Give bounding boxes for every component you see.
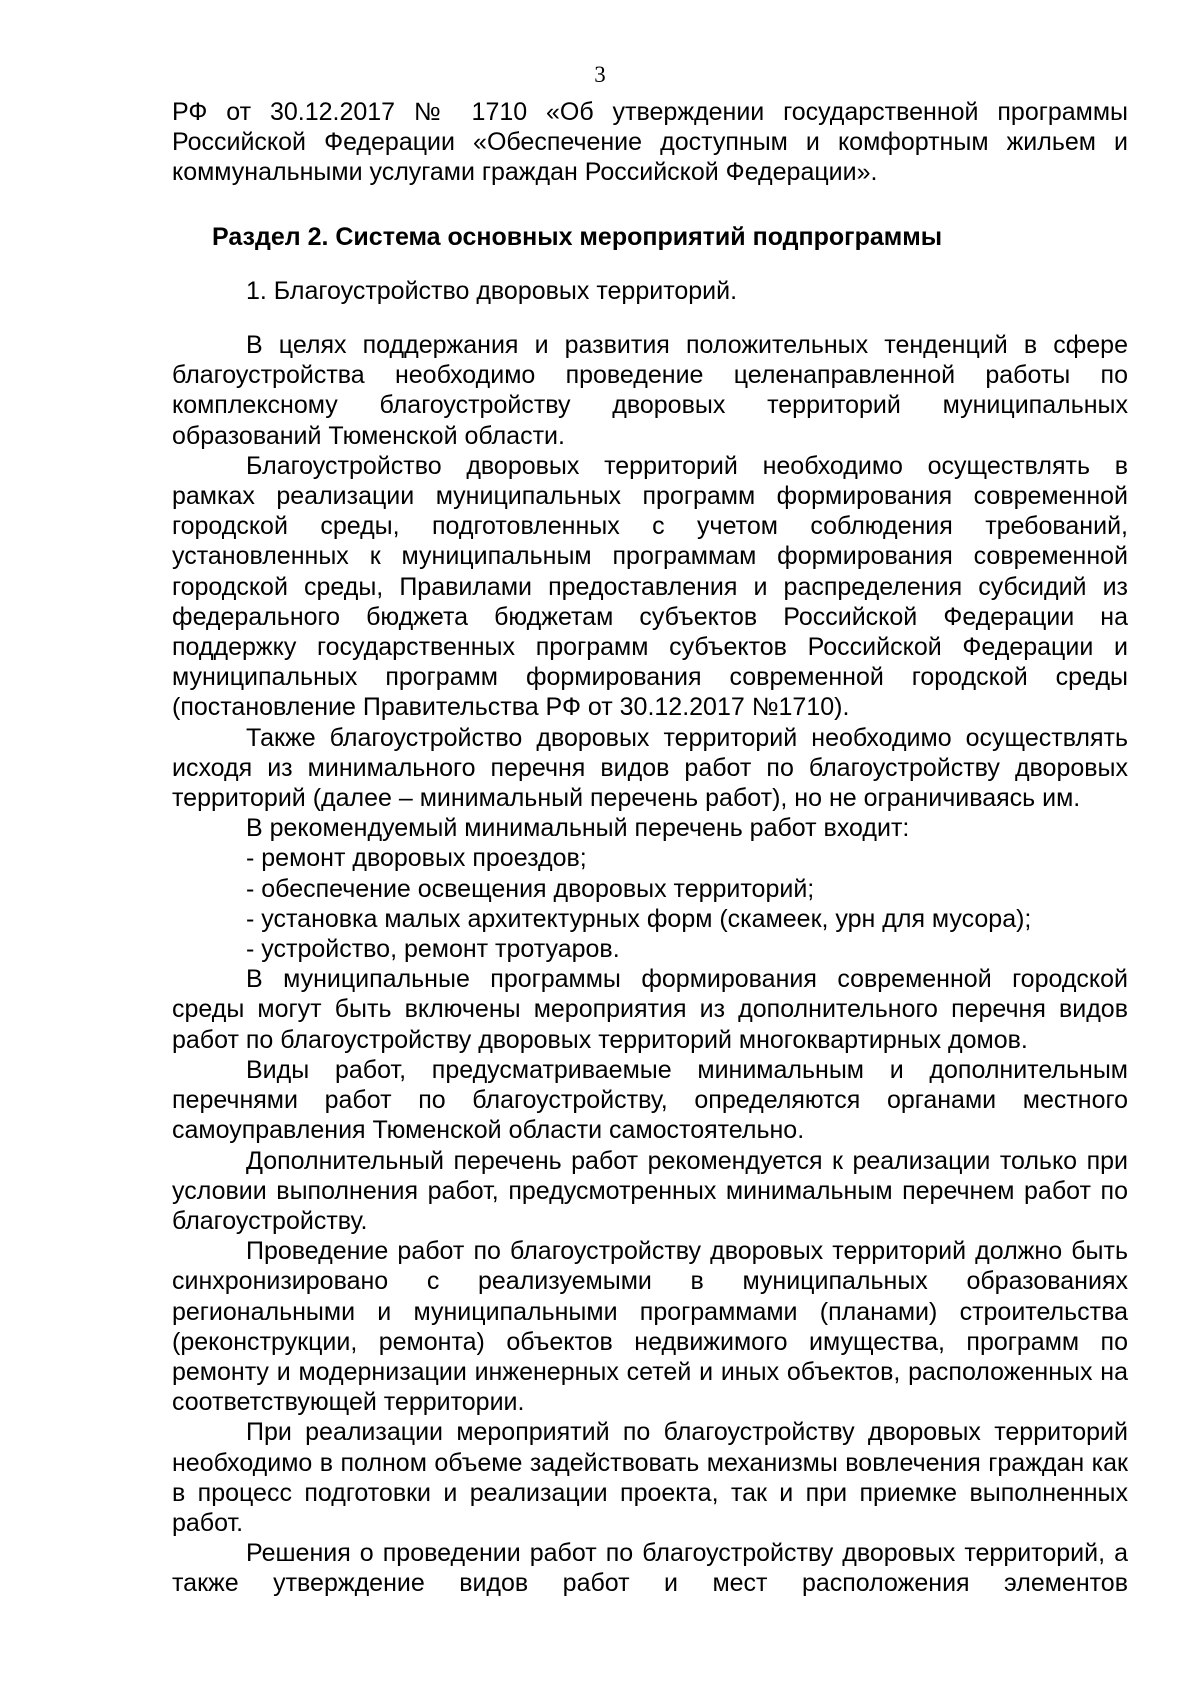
list-item: - обеспечение освещения дворовых территорий; xyxy=(246,874,815,903)
list-item: - ремонт дворовых проездов; xyxy=(246,844,587,873)
section-heading: Раздел 2. Система основных мероприятий подпрограммы xyxy=(212,222,943,251)
paragraph: Дополнительный перечень работ рекомендуется к реализации только при условии выполнения работ, предусмотренных минимальным перечнем работ по благоустройству. xyxy=(172,1146,1128,1235)
paragraph: Виды работ, предусматриваемые минимальным и дополнительным перечнями работ по благоустройству, определяются органами местного самоуправления Тюменской области самостоятельно. xyxy=(172,1055,1128,1145)
document-body xyxy=(172,97,1128,1599)
paragraph: Благоустройство дворовых территорий необходимо осуществлять в рамках реализации муниципальных программ формирования современной городской среды, подготовленных с учетом соблюдения требований, установленных к муниципальным программам формирования современной городской среды, Правилами предоставления и распределения субсидий из федерального бюджета бюджетам субъектов Российской Федерации на поддержку государственных программ субъектов Российской Федерации и муниципальных программ формирования современной городской среды (постановление Правительства РФ от 30.12.2017 №1710). xyxy=(172,451,1128,722)
list-item: - установка малых архитектурных форм (скамеек, урн для мусора); xyxy=(246,904,1032,933)
paragraph: В муниципальные программы формирования современной городской среды могут быть включены мероприятия из дополнительного перечня видов работ по благоустройству дворовых территорий многоквартирных домов. xyxy=(172,965,1128,1054)
intro-paragraph: РФ от 30.12.2017 № 1710 «Об утверждении государственной программы Российской Федерации «Обеспечение доступным и комфортным жильем и коммунальными услугами граждан Российской Федерации». xyxy=(172,98,1128,187)
paragraph: Решения о проведении работ по благоустройству дворовых территорий, а также утверждение видов работ и мест расположения элементов xyxy=(172,1539,1128,1598)
item-heading: 1. Благоустройство дворовых территорий. xyxy=(246,276,738,305)
paragraph: Проведение работ по благоустройству дворовых территорий должно быть синхронизировано с реализуемыми в муниципальных образованиях региональными и муниципальными программами (планами) строительства (реконструкции, ремонта) объектов недвижимого имущества, программ по ремонту и модернизации инженерных сетей и иных объектов, расположенных на соответствующей территории. xyxy=(172,1237,1128,1417)
list-item: - устройство, ремонт тротуаров. xyxy=(246,935,620,964)
paragraph: В целях поддержания и развития положительных тенденций в сфере благоустройства необходимо проведение целенаправленной работы по комплексному благоустройству дворовых территорий муниципальных образований Тюменской области. xyxy=(172,331,1128,450)
paragraph: В рекомендуемый минимальный перечень работ входит: xyxy=(246,814,910,843)
paragraph: При реализации мероприятий по благоустройству дворовых территорий необходимо в полном объеме задействовать механизмы вовлечения граждан как в процесс подготовки и реализации проекта, так и при приемке выполненных работ. xyxy=(172,1418,1128,1537)
page-number: 3 xyxy=(594,62,606,87)
paragraph: Также благоустройство дворовых территорий необходимо осуществлять исходя из минимального перечня видов работ по благоустройству дворовых территорий (далее – минимальный перечень работ), но не ограничиваясь им. xyxy=(172,723,1128,813)
